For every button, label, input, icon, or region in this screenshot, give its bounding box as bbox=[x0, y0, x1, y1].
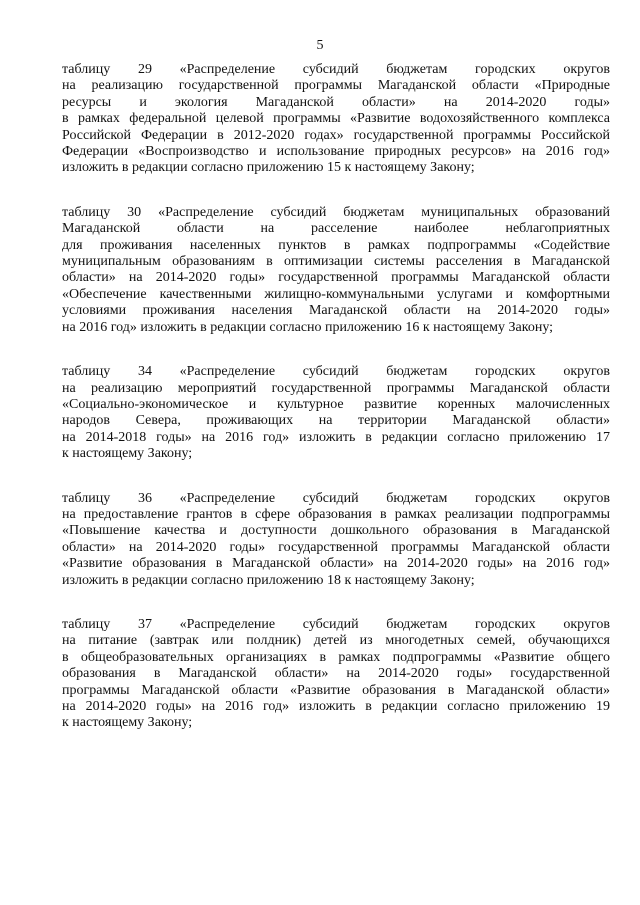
paragraph-line: таблицу 30 «Распределение субсидий бюджетам муниципальных образований bbox=[62, 204, 610, 220]
paragraph bbox=[62, 364, 610, 462]
paragraph-line: в общеобразовательных организациях в рамках подпрограммы «Развитие общего bbox=[62, 649, 610, 665]
paragraph bbox=[62, 617, 610, 732]
paragraph-line: к настоящему Закону; bbox=[62, 715, 193, 731]
document-body bbox=[62, 62, 610, 760]
paragraph-line: на предоставление грантов в сфере образования в рамках реализации подпрограммы bbox=[62, 506, 610, 522]
paragraph bbox=[62, 491, 610, 589]
paragraph-line: «Социально-экономическое и культурное развитие коренных малочисленных bbox=[62, 396, 610, 412]
paragraph-line: программы Магаданской области «Развитие образования в Магаданской области» bbox=[62, 682, 610, 698]
paragraph bbox=[62, 205, 610, 336]
paragraph-line: изложить в редакции согласно приложению 15 к настоящему Закону; bbox=[62, 160, 475, 176]
paragraph-line: народов Севера, проживающих на территории Магаданской области» bbox=[62, 413, 610, 429]
paragraph-line: на 2016 год» изложить в редакции согласно приложению 16 к настоящему Закону; bbox=[62, 319, 554, 335]
paragraph-line: ресурсы и экология Магаданской области» на 2014-2020 годы» bbox=[62, 94, 610, 110]
paragraph-line: на 2014-2020 годы» на 2016 год» изложить в редакции согласно приложению 19 bbox=[62, 699, 610, 714]
paragraph-line: таблицу 37 «Распределение субсидий бюджетам городских округов bbox=[62, 616, 610, 632]
paragraph-line: изложить в редакции согласно приложению 18 к настоящему Закону; bbox=[62, 572, 475, 588]
paragraph-line: «Обеспечение качественными жилищно-коммунальными услугами и комфортными bbox=[62, 286, 610, 302]
paragraph-line: «Развитие образования в Магаданской области» на 2014-2020 годы» на 2016 год» bbox=[62, 556, 610, 572]
paragraph-line: «Повышение качества и доступности дошкольного образования в Магаданской bbox=[62, 523, 610, 539]
paragraph-line: области» на 2014-2020 годы» государственной программы Магаданской области bbox=[62, 270, 610, 286]
paragraph-line: области» на 2014-2020 годы» государственной программы Магаданской области bbox=[62, 539, 610, 555]
paragraph bbox=[62, 62, 610, 177]
paragraph-line: таблицу 34 «Распределение субсидий бюджетам городских округов bbox=[62, 364, 610, 380]
paragraph-line: таблицу 29 «Распределение субсидий бюджетам городских округов bbox=[62, 62, 610, 77]
paragraph-line: Федерации «Воспроизводство и использование природных ресурсов» на 2016 год» bbox=[62, 144, 610, 160]
paragraph-line: образования в Магаданской области» на 2014-2020 годы» государственной bbox=[62, 666, 610, 682]
paragraph-line: Магаданской области на расселение наиболее неблагоприятных bbox=[62, 221, 610, 237]
paragraph-line: таблицу 36 «Распределение субсидий бюджетам городских округов bbox=[62, 490, 610, 506]
paragraph-line: для проживания населенных пунктов в рамках подпрограммы «Содействие bbox=[62, 237, 610, 253]
paragraph-line: к настоящему Закону; bbox=[62, 446, 193, 462]
paragraph-line: на питание (завтрак или полдник) детей из многодетных семей, обучающихся bbox=[62, 633, 610, 649]
paragraph-line: муниципальным образованиям в оптимизации системы расселения в Магаданской bbox=[62, 254, 610, 270]
paragraph-line: условиями проживания населения Магаданской области на 2014-2020 годы» bbox=[62, 303, 610, 319]
paragraph-line: на реализацию государственной программы Магаданской области «Природные bbox=[62, 78, 610, 94]
paragraph-line: на реализацию мероприятий государственной программы Магаданской области bbox=[62, 380, 610, 396]
page-number: 5 bbox=[316, 38, 324, 53]
paragraph-line: Российской Федерации в 2012-2020 годах» государственной программы Российской bbox=[62, 127, 610, 143]
paragraph-line: в рамках федеральной целевой программы «Развитие водохозяйственного комплекса bbox=[62, 111, 610, 127]
paragraph-line: на 2014-2018 годы» на 2016 год» изложить в редакции согласно приложению 17 bbox=[62, 429, 610, 445]
